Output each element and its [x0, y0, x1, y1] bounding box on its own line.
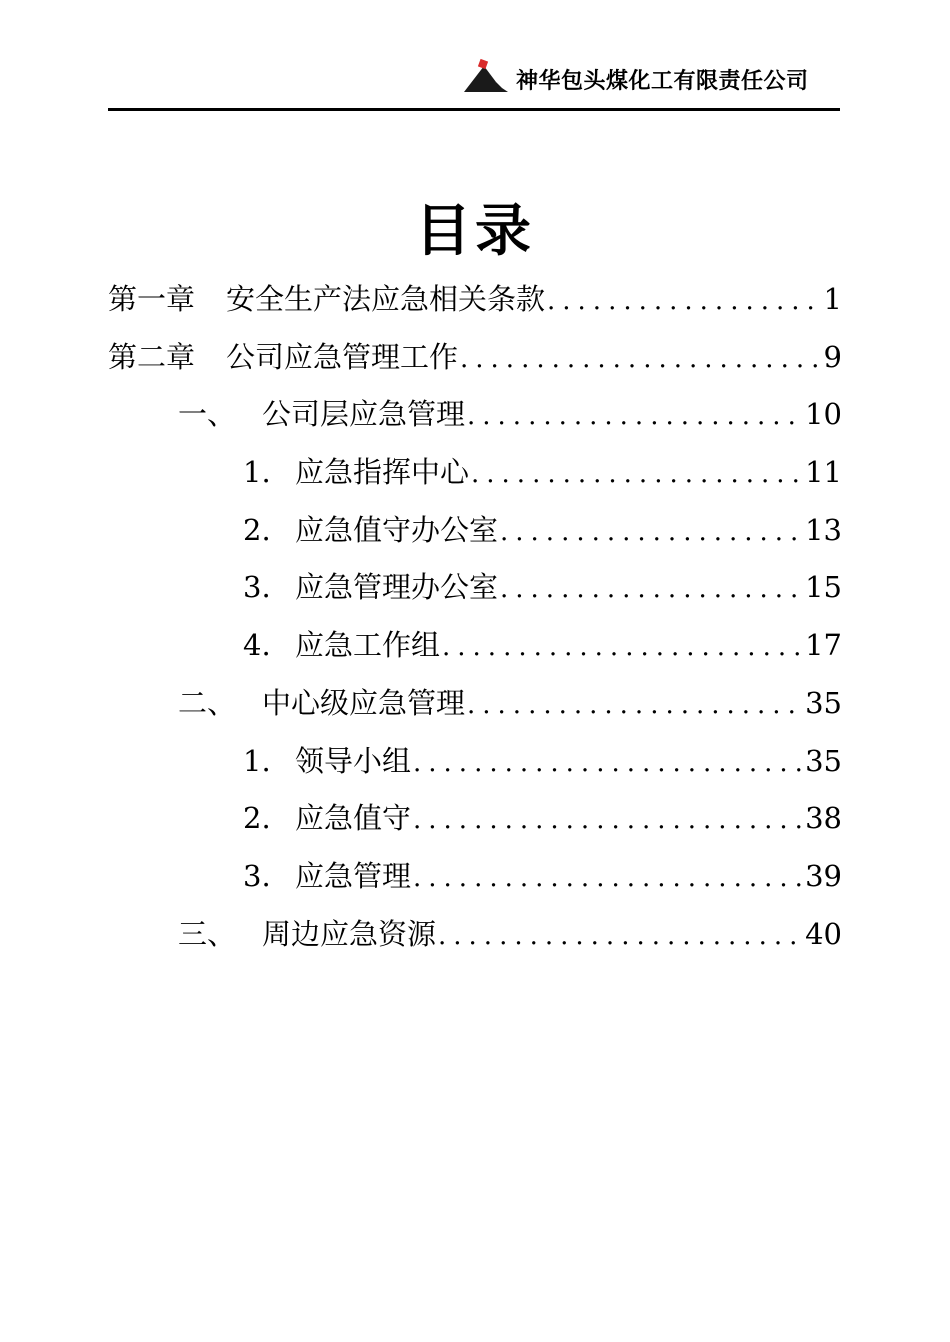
toc-entry-page-number: 1	[823, 282, 842, 316]
toc-entry[interactable]	[108, 790, 842, 848]
page-title: 目录	[415, 199, 535, 264]
toc-entry-number: 3.	[243, 570, 271, 605]
toc-entry-number: 2.	[243, 512, 271, 547]
toc-dot-leader	[498, 561, 803, 617]
toc-entry-title: 领导小组	[295, 743, 412, 778]
toc-entry-page-number: 38	[805, 801, 842, 836]
toc-entry-title: 应急指挥中心	[295, 455, 470, 490]
toc-entry[interactable]	[108, 733, 842, 791]
toc-entry-number: 3.	[243, 858, 271, 893]
toc-entry[interactable]	[108, 444, 842, 502]
toc-entry-title: 公司应急管理工作	[226, 339, 459, 374]
toc-entry[interactable]	[108, 329, 842, 387]
toc-entry-number: 第二章	[108, 339, 196, 374]
toc-entry-number: 一、	[178, 397, 237, 432]
toc-entry-number: 2.	[243, 801, 271, 836]
toc-entry[interactable]	[108, 848, 842, 906]
toc-entry-page-number: 11	[805, 455, 842, 490]
toc-dot-leader	[440, 619, 803, 675]
toc-dot-leader	[465, 388, 803, 444]
toc-entry-title: 应急管理	[295, 858, 412, 893]
table-of-contents	[108, 271, 842, 963]
toc-dot-leader	[469, 446, 803, 502]
toc-entry-title: 应急工作组	[295, 628, 441, 663]
toc-entry-page-number: 35	[805, 743, 842, 778]
toc-entry-title: 中心级应急管理	[262, 685, 466, 720]
toc-entry-number: 三、	[178, 916, 237, 951]
header-divider	[108, 108, 840, 111]
toc-entry-number: 4.	[243, 628, 271, 663]
toc-dot-leader	[545, 273, 822, 329]
toc-entry-page-number: 17	[805, 628, 842, 663]
toc-entry-page-number: 40	[805, 916, 842, 951]
toc-entry-title: 应急值守	[295, 801, 412, 836]
toc-entry-title: 应急管理办公室	[295, 570, 499, 605]
toc-entry[interactable]	[108, 906, 842, 964]
toc-entry-number: 第一章	[108, 282, 196, 316]
toc-entry-page-number: 39	[805, 858, 842, 893]
toc-dot-leader	[411, 735, 803, 791]
toc-entry[interactable]	[108, 502, 842, 560]
toc-dot-leader	[498, 504, 803, 560]
toc-entry[interactable]	[108, 386, 842, 444]
toc-entry[interactable]	[108, 271, 842, 329]
toc-entry-number: 1.	[243, 743, 271, 778]
company-name: 神华包头煤化工有限责任公司	[516, 69, 809, 94]
toc-entry-title: 应急值守办公室	[295, 512, 499, 547]
toc-entry-number: 二、	[178, 685, 237, 720]
toc-entry-page-number: 10	[805, 397, 842, 432]
toc-entry-page-number: 9	[823, 339, 842, 374]
toc-dot-leader	[465, 677, 803, 733]
toc-entry-title: 公司层应急管理	[262, 397, 466, 432]
toc-dot-leader	[436, 908, 803, 964]
toc-entry[interactable]	[108, 617, 842, 675]
page-header	[108, 55, 840, 107]
toc-dot-leader	[458, 331, 822, 387]
shenhua-logo-icon	[462, 58, 510, 94]
toc-entry-page-number: 15	[805, 570, 842, 605]
toc-entry-page-number: 13	[805, 512, 842, 547]
toc-entry-title: 安全生产法应急相关条款	[226, 282, 546, 316]
toc-dot-leader	[411, 792, 803, 848]
toc-dot-leader	[411, 850, 803, 906]
toc-entry[interactable]	[108, 559, 842, 617]
toc-entry-title: 周边应急资源	[262, 916, 437, 951]
toc-entry[interactable]	[108, 675, 842, 733]
toc-entry-number: 1.	[243, 455, 271, 490]
toc-entry-page-number: 35	[805, 685, 842, 720]
